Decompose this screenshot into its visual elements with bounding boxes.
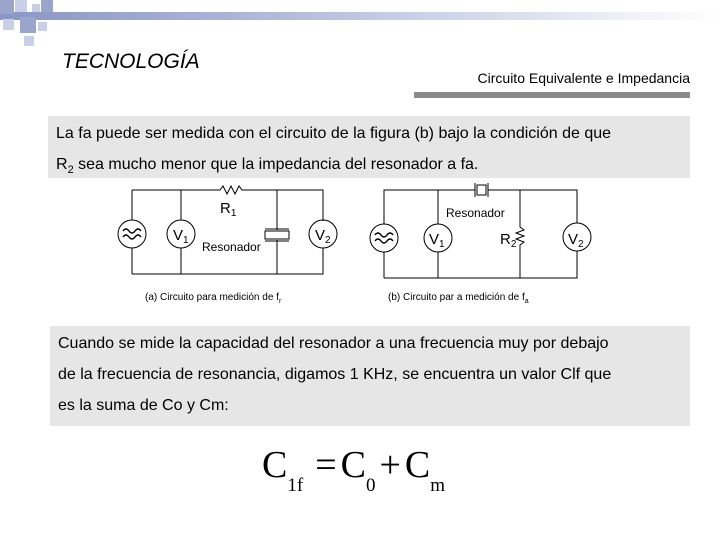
resonator-label: Resonador bbox=[202, 240, 261, 254]
paragraph-line bbox=[56, 149, 682, 186]
paragraph-line: La fa puede ser medida con el circuito de la figura (b) bajo la condición de que bbox=[56, 125, 612, 142]
v2-label: $V_2$ bbox=[568, 231, 584, 250]
paragraph-line: de la frecuencia de resonancia, digamos 1 KHz, se encuentra un valor Clf que bbox=[58, 366, 612, 383]
deco-square bbox=[24, 36, 34, 46]
r-index: 2 bbox=[67, 164, 74, 177]
deco-square bbox=[32, 4, 40, 12]
capacitance-formula bbox=[262, 443, 446, 496]
r2-label: $R_2$ bbox=[500, 231, 517, 250]
r-symbol: R bbox=[56, 156, 68, 173]
resonator-crystal-icon bbox=[477, 185, 486, 195]
circuit-b-diagram bbox=[365, 183, 605, 283]
paragraph-line: es la suma de Co y Cm: bbox=[58, 397, 229, 414]
slide-subtitle: Circuito Equivalente e Impedancia bbox=[477, 70, 690, 86]
formula-c1: C bbox=[262, 444, 288, 486]
paragraph-capacitance bbox=[50, 326, 690, 426]
formula-cm-sub: m bbox=[430, 475, 446, 496]
header-divider bbox=[414, 92, 690, 98]
paragraph-measurement-condition bbox=[48, 116, 690, 178]
formula-equals: = bbox=[315, 444, 337, 486]
formula-c0-sub: 0 bbox=[365, 475, 376, 496]
deco-square bbox=[38, 22, 47, 31]
signal-source-icon bbox=[370, 224, 398, 252]
deco-square bbox=[20, 17, 36, 33]
r2-resistor bbox=[516, 190, 524, 278]
signal-source-icon bbox=[118, 220, 146, 248]
formula-c1-sub: 1f bbox=[287, 475, 304, 496]
formula-cm: C bbox=[404, 444, 431, 486]
deco-square bbox=[0, 0, 14, 14]
circuit-b-caption: (b) Circuito par a medición de $f_a$ bbox=[388, 292, 529, 305]
slide-title: TECNOLOGÍA bbox=[62, 50, 200, 73]
paragraph-line-rest: sea mucho menor que la impedancia del resonador a fa. bbox=[73, 156, 479, 173]
circuit-a-diagram bbox=[110, 183, 350, 283]
deco-square bbox=[3, 19, 14, 30]
deco-square bbox=[15, 0, 27, 12]
formula-plus: + bbox=[379, 444, 401, 486]
paragraph-line: Cuando se mide la capacidad del resonador a una frecuencia muy por debajo bbox=[58, 335, 609, 352]
header-band bbox=[0, 12, 720, 20]
formula-c0: C bbox=[340, 444, 366, 486]
resonator-crystal-icon bbox=[265, 231, 289, 239]
deco-square bbox=[41, 0, 53, 12]
circuit-a-caption: (a) Circuito para medición de $f_r$ bbox=[145, 292, 282, 305]
v1-label: $V_1$ bbox=[173, 227, 189, 246]
r1-label: $R_1$ bbox=[220, 200, 237, 219]
v1-label: $V_1$ bbox=[429, 231, 445, 250]
resonator-label: Resonador bbox=[446, 206, 505, 220]
v2-label: $V_2$ bbox=[315, 227, 331, 246]
